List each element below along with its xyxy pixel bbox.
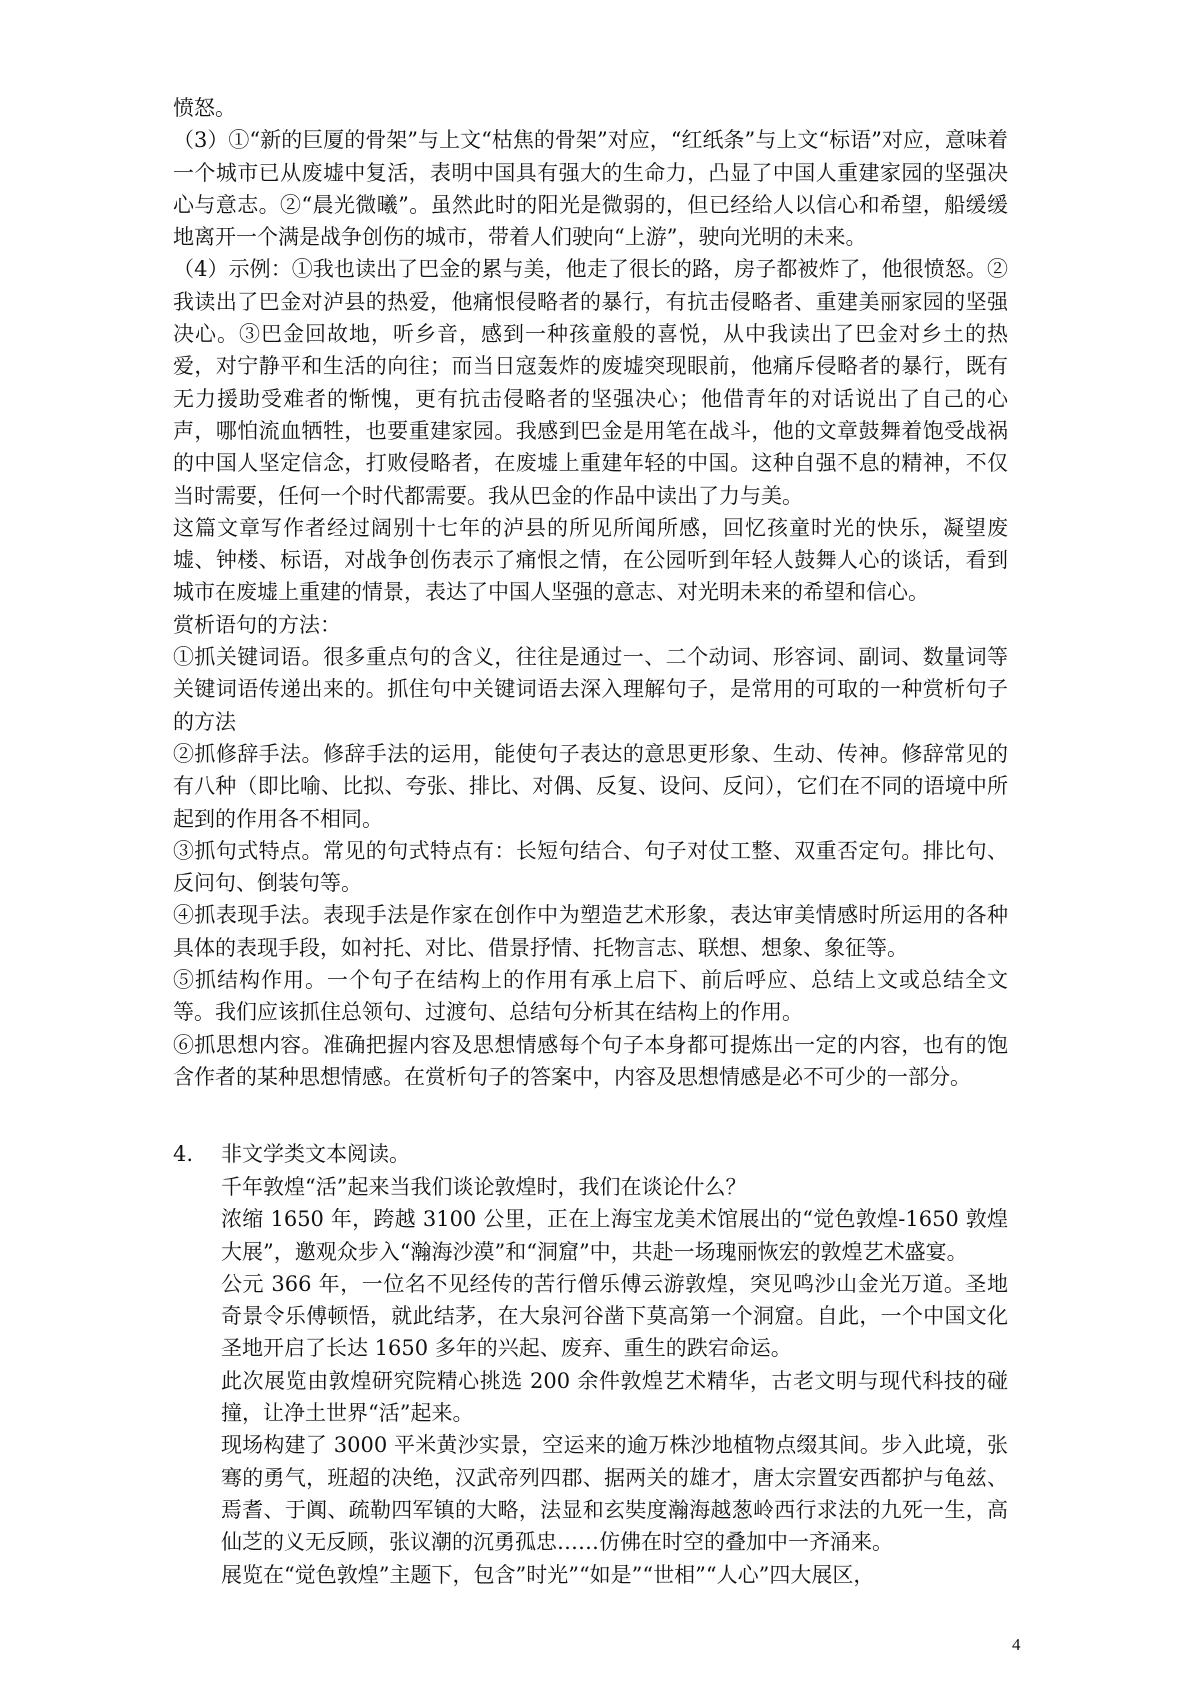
passage-paragraph: 现场构建了 3000 平米黄沙实景，空运来的逾万株沙地植物点缀其间。步入此境，张骞的勇气，班超的决绝，汉武帝列四郡、据两关的雄才，唐太宗置安西都护与龟兹、焉耆、于阗、疏勒四军镇的大略，法显和玄奘度瀚海越葱岭西行求法的九死一生，高仙芝的义无反顾，张议潮的沉勇孤忠……仿佛在时空的叠加中一齐涌来。	[221, 1433, 1008, 1555]
summary-paragraph: 这篇文章写作者经过阔别十七年的泸县的所见所闻所感，回忆孩童时光的快乐，凝望废墟、钟楼、标语，对战争创伤表示了痛恨之情，在公园听到年轻人鼓舞人心的谈话，看到城市在废墟上重建的情景，表达了中国人坚强的意志、对光明未来的希望和信心。	[173, 515, 1008, 605]
question-header	[173, 1137, 1008, 1171]
answer-paragraph: （3）①“新的巨厦的骨架”与上文“枯焦的骨架”对应，“红纸条”与上文“标语”对应，意味着一个城市已从废墟中复活，表明中国具有强大的生命力，凸显了中国人重建家园的坚强决心与意志。②“晨光微曦”。虽然此时的阳光是微弱的，但已经给人以信心和希望，船缓缓地离开一个满是战争创伤的城市，带着人们驶向“上游”，驶向光明的未来。	[173, 128, 1008, 250]
question-number: 4.	[173, 1142, 194, 1166]
method-item: ①抓关键词语。很多重点句的含义，往往是通过一、二个动词、形容词、副词、数量词等关键词语传递出来的。抓住句中关键词语去深入理解句子，是常用的可取的一种赏析句子的方法	[173, 645, 1008, 734]
method-item: ③抓句式特点。常见的句式特点有：长短句结合、句子对仗工整、双重否定句。排比句、反问句、倒装句等。	[173, 838, 1008, 896]
method-item: ⑥抓思想内容。准确把握内容及思想情感每个句子本身都可提炼出一定的内容，也有的饱含作者的某种思想情感。在赏析句子的答案中，内容及思想情感是必不可少的一部分。	[173, 1032, 1008, 1089]
passage-paragraph: 公元 366 年，一位名不见经传的苦行僧乐傅云游敦煌，突见鸣沙山金光万道。圣地奇景令乐傅顿悟，就此结茅，在大泉河谷凿下莫高第一个洞窟。自此，一个中国文化圣地开启了长达 1650 多年的兴起、废弃、重生的跌宕命运。	[221, 1271, 1008, 1361]
page-number: 4	[1012, 1635, 1021, 1654]
method-item: ④抓表现手法。表现手法是作家在创作中为塑造艺术形象，表达审美情感时所运用的各种具体的表现手段，如衬托、对比、借景抒情、托物言志、联想、想象、象征等。	[173, 903, 1008, 960]
question-4	[173, 1137, 1008, 1591]
passage-paragraph: 浓缩 1650 年，跨越 3100 公里，正在上海宝龙美术馆展出的“觉色敦煌-1650 敦煌大展”，邀观众步入“瀚海沙漠”和“洞窟”中，共赴一场瑰丽恢宏的敦煌艺术盛宴。	[221, 1207, 1008, 1264]
question-title: 非文学类文本阅读。	[221, 1142, 410, 1166]
passage-paragraph: 千年敦煌“活”起来当我们谈论敦煌时，我们在谈论什么？	[221, 1175, 747, 1199]
answer-paragraph: （4）示例：①我也读出了巴金的累与美，他走了很长的路，房子都被炸了，他很愤怒。②我读出了巴金对泸县的热爱，他痛恨侵略者的暴行，有抗击侵略者、重建美丽家园的坚强决心。③巴金回故地，听乡音，感到一种孩童般的喜悦，从中我读出了巴金对乡土的热爱，对宁静平和生活的向往；而当日寇轰炸的废墟突现眼前，他痛斥侵略者的暴行，既有无力援助受难者的惭愧，更有抗击侵略者的坚强决心；他借青年的对话说出了自己的心声，哪怕流血牺牲，也要重建家园。我感到巴金是用笔在战斗，他的文章鼓舞着饱受战祸的中国人坚定信念，打败侵略者，在废墟上重建年轻的中国。这种自强不息的精神，不仅当时需要，任何一个时代都需要。我从巴金的作品中读出了力与美。	[173, 257, 1008, 508]
method-item: ②抓修辞手法。修辞手法的运用，能使句子表达的意思更形象、生动、传神。修辞常见的有八种（即比喻、比拟、夸张、排比、对偶、反复、设问、反问），它们在不同的语境中所起到的作用各不相同。	[173, 741, 1008, 831]
answer-paragraph: 愤怒。	[173, 96, 236, 120]
answer-section	[173, 92, 1008, 1093]
question-passage	[221, 1171, 1008, 1591]
passage-paragraph: 此次展览由敦煌研究院精心挑选 200 余件敦煌艺术精华，古老文明与现代科技的碰撞，让净土世界“活”起来。	[221, 1368, 1008, 1426]
method-heading: 赏析语句的方法：	[173, 612, 341, 637]
method-item: ⑤抓结构作用。一个句子在结构上的作用有承上启下、前后呼应、总结上文或总结全文等。我们应该抓住总领句、过渡句、总结句分析其在结构上的作用。	[173, 968, 1008, 1025]
passage-paragraph: 展览在“觉色敦煌”主题下，包含”时光”“如是”“世相”“人心”四大展区，	[221, 1562, 875, 1587]
